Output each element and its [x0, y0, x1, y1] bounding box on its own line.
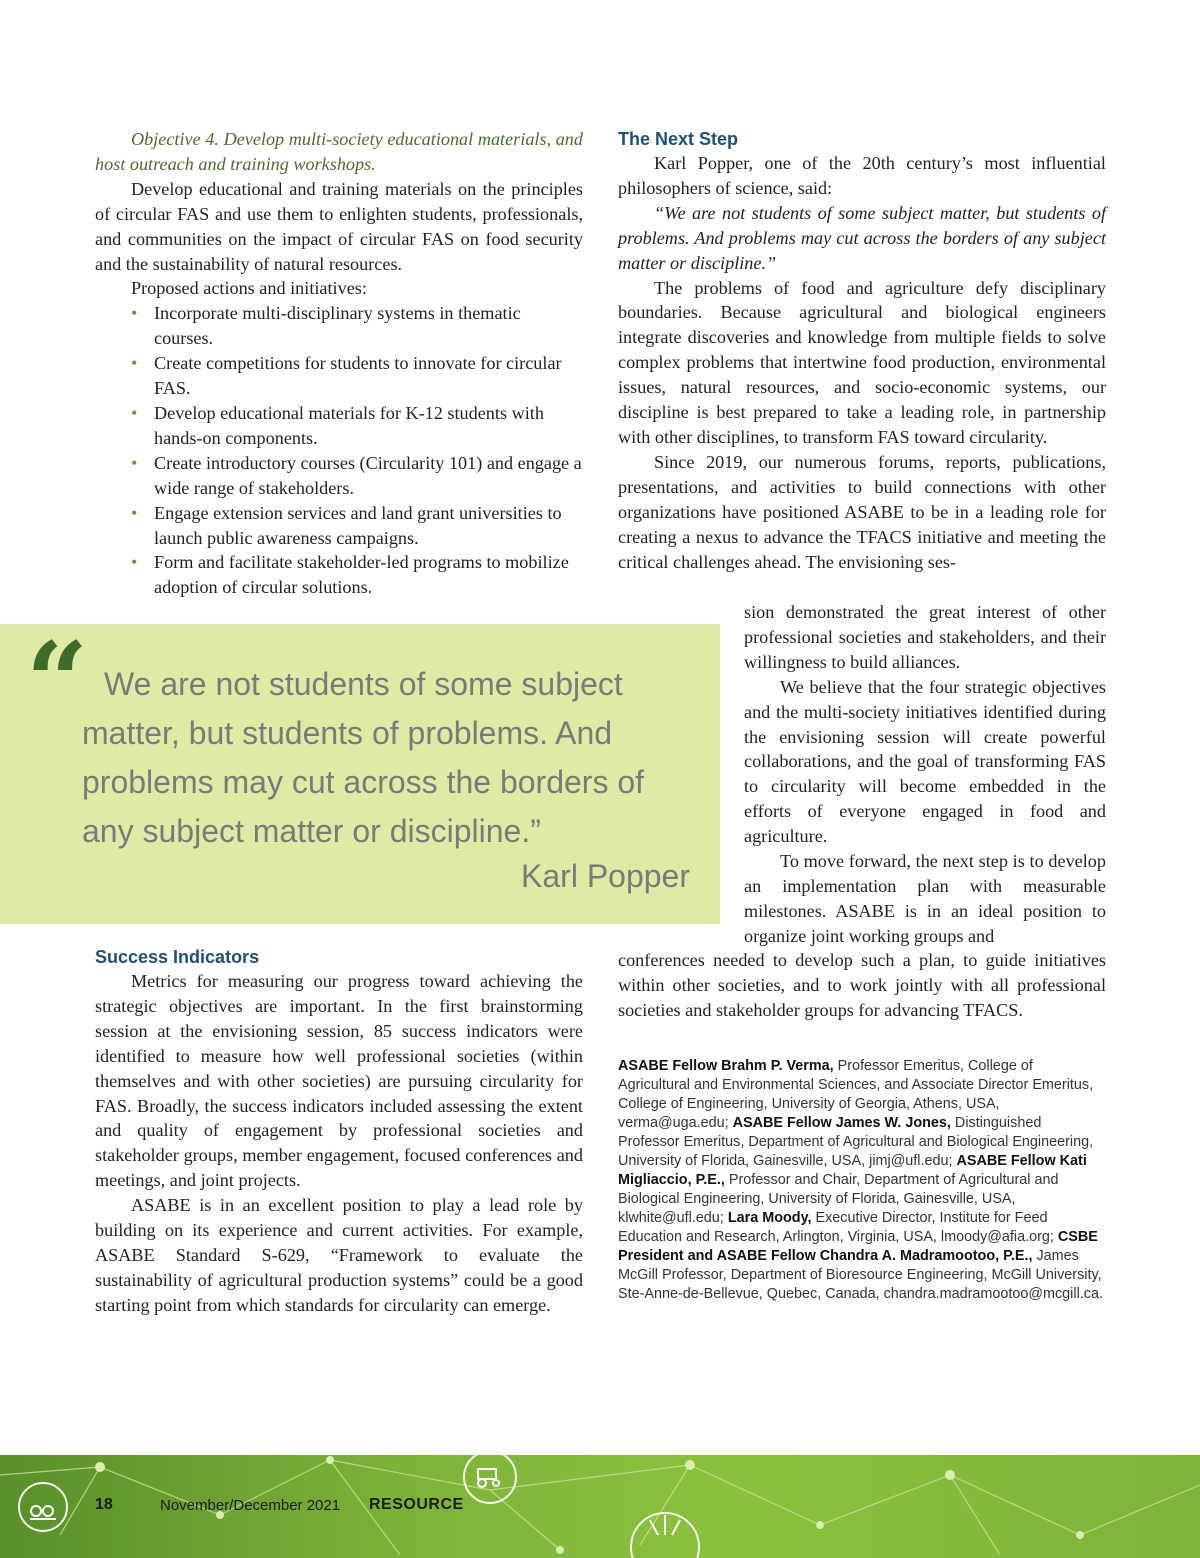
list-item: • Create competitions for students to innovate for circular FAS. [154, 351, 583, 401]
list-item: • Engage extension services and land grant universities to launch public awareness campaigns. [154, 501, 583, 551]
next-step-wrap-column [744, 600, 1106, 949]
author-affiliation: Distinguished Professor Emeritus, Department of Agricultural and Biological Engineering, University of Florida, Gainesville, USA, jimj@ufl.edu; [618, 1115, 1094, 1169]
list-item: • Form and facilitate stakeholder-led programs to mobilize adoption of circular solutions. [154, 550, 583, 600]
author-affiliation: Professor Emeritus, College of Agricultural and Environmental Sciences, and Associate Director Emeritus, College of Engineering, University of Georgia, Athens, USA, verma@uga.edu; [618, 1058, 1094, 1131]
pull-quote-text: We are not students of some subject matter, but students of problems. And problems may cut across the borders of any subject matter or discipline.” [82, 666, 645, 849]
next-step-paragraph-1: Karl Popper, one of the 20th century’s most influential philosophers of science, said: [618, 153, 1106, 198]
magazine-name: RESOURCE [369, 1496, 464, 1513]
author-affiliation: James McGill Professor, Department of Bioresource Engineering, McGill University, Ste-Anne-de-Bellevue, Quebec, Canada, chandra.madramootoo@mcgill.ca. [618, 1248, 1103, 1302]
popper-quote: “We are not students of some subject matter, but students of problems. And problems may cut across the borders of any subject matter or discipline.” [618, 202, 1106, 273]
next-step-paragraph-5-cont: conferences needed to develop such a plan, to guide initiatives within other societies, and to work jointly with all professional societies and stakeholder groups for advancing TFACS. [618, 950, 1106, 1020]
success-indicators-section [95, 945, 583, 1318]
next-step-paragraph-3-cont: sion demonstrated the great interest of other professional societies and stakeholders, and their willingness to build alliances. [744, 602, 1106, 672]
pull-quote-author: Karl Popper [521, 858, 690, 894]
author-name: Lara Moody, [727, 1210, 812, 1226]
left-column-top [95, 127, 583, 600]
author-affiliation: Professor and Chair, Department of Agricultural and Biological Engineering, University of Florida, Gainesville, USA, klwhite@ufl.edu; [618, 1172, 1059, 1226]
proposed-actions-intro: Proposed actions and initiatives: [131, 278, 367, 299]
list-item: • Develop educational materials for K-12 students with hands-on components. [154, 401, 583, 451]
next-step-paragraph-5: To move forward, the next step is to develop an implementation plan with measurable milestones. ASABE is in an ideal position to organize joint working groups and [744, 851, 1106, 946]
author-name: ASABE Fellow Kati Migliaccio, P.E., [618, 1153, 1087, 1188]
success-paragraph-1: Metrics for measuring our progress toward achieving the strategic objectives are important. In the first brainstorming session at the envisioning session, 85 success indicators were identified to measure how well professional societies (within themselves and with other societies) are pursuing circularity for FAS. Broadly, the success indicators included assessing the extent and quality of engagement by professional societies and stakeholder groups, member engagement, focused conferences and meetings, and joint projects. [95, 971, 583, 1191]
quote-mark-icon: “ [26, 619, 89, 745]
next-step-paragraph-4: We believe that the four strategic objectives and the multi-society initiatives identified during the envisioning session will create powerful collaborations, and the goal of transforming FAS to circularity will become embedded in the efforts of everyone engaged in food and agriculture. [744, 676, 1106, 847]
author-bios [618, 1057, 1106, 1304]
next-step-paragraph-2: The problems of food and agriculture defy disciplinary boundaries. Because agricultural and biological engineers integrate discoveries and knowledge from multiple fields to solve complex problems that intertwine food production, environmental issues, natural resources, and socio-economic systems, our discipline is best prepared to take a leading role, in partnership with other disciplines, to transform FAS toward circularity. [618, 277, 1106, 447]
author-name: ASABE Fellow Brahm P. Verma, [618, 1058, 834, 1074]
section-heading-success-indicators: Success Indicators [95, 947, 260, 967]
section-heading-next-step: The Next Step [618, 129, 739, 149]
success-paragraph-2: ASABE is in an excellent position to play a lead role by building on its experience and current activities. For example, ASABE Standard S-629, “Framework to evaluate the sustainability of agricultural production systems” could be a good starting point from which standards for circularity can emerge. [95, 1195, 583, 1315]
author-name: ASABE Fellow James W. Jones, [732, 1115, 951, 1131]
next-step-section [618, 127, 1106, 574]
author-name: CSBE President and ASABE Fellow Chandra A. Madramootoo, P.E., [618, 1229, 1098, 1264]
objective-4-heading: Objective 4. Develop multi-society educational materials, and host outreach and training workshops. [95, 129, 583, 174]
list-item: • Create introductory courses (Circularity 101) and engage a wide range of stakeholders. [154, 451, 583, 501]
actions-list [95, 301, 583, 600]
next-step-bottom [618, 948, 1106, 1023]
page-number: 18 [95, 1496, 113, 1513]
objective-4-paragraph: Develop educational and training materials on the principles of circular FAS and use them to enlighten students, professionals, and communities on the impact of circular FAS on food security and the sustainability of natural resources. [95, 178, 583, 274]
list-item: • Incorporate multi-disciplinary systems in thematic courses. [154, 301, 583, 351]
author-affiliation: Executive Director, Institute for Feed Education and Research, Arlington, Virginia, USA, lmoody@afia.org; [618, 1210, 1058, 1245]
next-step-paragraph-3: Since 2019, our numerous forums, reports, publications, presentations, and activities to build connections with other organizations have positioned ASABE to be in a leading role for creating a nexus to advance the TFACS initiative and meeting the critical challenges ahead. The envisioning ses- [618, 451, 1106, 572]
issue-date: November/December 2021 [160, 1497, 341, 1514]
